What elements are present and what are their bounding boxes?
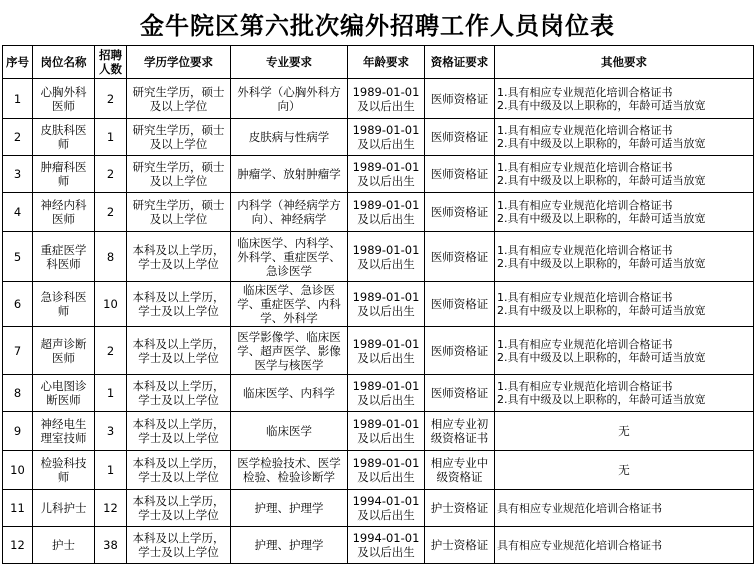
cell-edu: 本科及以上学历，学士及以上学位 <box>127 412 231 451</box>
cell-cert: 相应专业初级资格证书 <box>425 412 495 451</box>
other-line-1: 1.具有相应专业规范化培训合格证书 <box>497 124 673 137</box>
table-row <box>3 451 754 490</box>
cell-cert: 医师资格证 <box>425 79 495 119</box>
cell-major: 内科学（神经病学方向）、神经病学 <box>231 193 348 232</box>
header-cell: 岗位名称 <box>33 46 95 79</box>
cell-no: 10 <box>3 451 33 490</box>
cell-edu: 研究生学历，硕士及以上学位 <box>127 193 231 232</box>
table-row <box>3 490 754 527</box>
other-line-1: 具有相应专业规范化培训合格证书 <box>497 501 662 515</box>
cell-cert: 医师资格证 <box>425 232 495 282</box>
cell-age: 1989-01-01及以后出生 <box>348 193 425 232</box>
cell-edu: 本科及以上学历，学士及以上学位 <box>127 282 231 327</box>
cell-major: 临床医学、内科学 <box>231 375 348 412</box>
cell-age: 1994-01-01及以后出生 <box>348 490 425 527</box>
cell-no: 7 <box>3 327 33 375</box>
cell-edu: 本科及以上学历，学士及以上学位 <box>127 375 231 412</box>
other-line-1: 1.具有相应专业规范化培训合格证书 <box>497 85 673 99</box>
cell-age: 1989-01-01及以后出生 <box>348 232 425 282</box>
cell-post: 超声诊断医师 <box>33 327 95 375</box>
cell-major: 护理、护理学 <box>231 527 348 564</box>
cell-no: 9 <box>3 412 33 451</box>
cell-post: 检验科技师 <box>33 451 95 490</box>
cell-post: 心胸外科医师 <box>33 79 95 119</box>
cell-post: 重症医学科医师 <box>33 232 95 282</box>
cell-edu: 研究生学历，硕士及以上学位 <box>127 79 231 119</box>
header-cell: 资格证要求 <box>425 46 495 79</box>
cell-age: 1989-01-01及以后出生 <box>348 375 425 412</box>
cell-other <box>495 79 754 119</box>
other-text: 无 <box>618 463 630 477</box>
cell-num: 10 <box>95 282 127 327</box>
cell-num: 38 <box>95 527 127 564</box>
header-cell: 学历学位要求 <box>127 46 231 79</box>
cell-edu: 研究生学历，硕士及以上学位 <box>127 119 231 156</box>
other-line-2: 2.具有中级及以上职称的，年龄可适当放宽 <box>497 304 706 317</box>
other-line-2: 2.具有中级及以上职称的，年龄可适当放宽 <box>497 393 706 406</box>
cell-age: 1989-01-01及以后出生 <box>348 156 425 193</box>
header-row <box>3 46 754 79</box>
cell-other <box>495 327 754 375</box>
cell-num: 2 <box>95 193 127 232</box>
cell-major: 医学检验技术、医学检验、检验诊断学 <box>231 451 348 490</box>
header-cell: 招聘人数 <box>95 46 127 79</box>
other-line-1: 具有相应专业规范化培训合格证书 <box>497 538 662 552</box>
cell-cert: 医师资格证 <box>425 375 495 412</box>
cell-cert: 护士资格证 <box>425 527 495 564</box>
cell-cert: 医师资格证 <box>425 193 495 232</box>
cell-post: 神经内科医师 <box>33 193 95 232</box>
cell-cert: 医师资格证 <box>425 327 495 375</box>
page-title: 金牛院区第六批次编外招聘工作人员岗位表 <box>140 11 615 40</box>
other-line-1: 1.具有相应专业规范化培训合格证书 <box>497 337 673 351</box>
table-row <box>3 79 754 119</box>
cell-no: 6 <box>3 282 33 327</box>
cell-post: 急诊科医师 <box>33 282 95 327</box>
cell-other <box>495 490 754 527</box>
table-row <box>3 232 754 282</box>
other-line-1: 1.具有相应专业规范化培训合格证书 <box>497 291 673 304</box>
cell-major: 临床医学 <box>231 412 348 451</box>
cell-post: 心电图诊断医师 <box>33 375 95 412</box>
cell-age: 1989-01-01及以后出生 <box>348 327 425 375</box>
table-row <box>3 156 754 193</box>
cell-cert: 医师资格证 <box>425 282 495 327</box>
cell-num: 2 <box>95 79 127 119</box>
cell-major: 临床医学、内科学、外科学、重症医学、急诊医学 <box>231 232 348 282</box>
cell-cert: 相应专业中级资格证 <box>425 451 495 490</box>
cell-num: 3 <box>95 412 127 451</box>
cell-age: 1989-01-01及以后出生 <box>348 412 425 451</box>
other-text: 无 <box>618 424 630 438</box>
other-line-1: 1.具有相应专业规范化培训合格证书 <box>497 161 673 174</box>
cell-no: 11 <box>3 490 33 527</box>
cell-edu: 本科及以上学历，学士及以上学位 <box>127 527 231 564</box>
table-row <box>3 119 754 156</box>
cell-age: 1989-01-01及以后出生 <box>348 451 425 490</box>
table-row <box>3 527 754 564</box>
table-row <box>3 412 754 451</box>
other-line-2: 2.具有中级及以上职称的，年龄可适当放宽 <box>497 174 706 187</box>
cell-post: 神经电生理室技师 <box>33 412 95 451</box>
cell-no: 4 <box>3 193 33 232</box>
other-line-2: 2.具有中级及以上职称的，年龄可适当放宽 <box>497 98 706 112</box>
cell-no: 12 <box>3 527 33 564</box>
other-line-2: 2.具有中级及以上职称的，年龄可适当放宽 <box>497 350 706 364</box>
header-cell: 专业要求 <box>231 46 348 79</box>
table-row <box>3 282 754 327</box>
cell-edu: 本科及以上学历，学士及以上学位 <box>127 490 231 527</box>
cell-cert: 医师资格证 <box>425 156 495 193</box>
cell-edu: 本科及以上学历，学士及以上学位 <box>127 451 231 490</box>
cell-age: 1989-01-01及以后出生 <box>348 282 425 327</box>
header-cell: 年龄要求 <box>348 46 425 79</box>
cell-no: 1 <box>3 79 33 119</box>
table-row <box>3 375 754 412</box>
cell-major: 护理、护理学 <box>231 490 348 527</box>
cell-num: 2 <box>95 156 127 193</box>
header-cell: 序号 <box>3 46 33 79</box>
cell-edu: 本科及以上学历，学士及以上学位 <box>127 327 231 375</box>
cell-num: 2 <box>95 327 127 375</box>
cell-other <box>495 119 754 156</box>
other-line-2: 2.具有中级及以上职称的，年龄可适当放宽 <box>497 137 706 150</box>
cell-cert: 护士资格证 <box>425 490 495 527</box>
cell-other <box>495 156 754 193</box>
cell-num: 1 <box>95 375 127 412</box>
cell-num: 8 <box>95 232 127 282</box>
cell-num: 12 <box>95 490 127 527</box>
cell-num: 1 <box>95 451 127 490</box>
other-line-1: 1.具有相应专业规范化培训合格证书 <box>497 243 673 257</box>
cell-post: 肿瘤科医师 <box>33 156 95 193</box>
cell-num: 1 <box>95 119 127 156</box>
cell-age: 1989-01-01及以后出生 <box>348 119 425 156</box>
cell-major: 临床医学、急诊医学、重症医学、内科学、外科学 <box>231 282 348 327</box>
cell-edu: 本科及以上学历，学士及以上学位 <box>127 232 231 282</box>
cell-other <box>495 282 754 327</box>
cell-post: 儿科护士 <box>33 490 95 527</box>
cell-age: 1994-01-01及以后出生 <box>348 527 425 564</box>
cell-age: 1989-01-01及以后出生 <box>348 79 425 119</box>
table-row <box>3 193 754 232</box>
cell-other <box>495 232 754 282</box>
cell-cert: 医师资格证 <box>425 119 495 156</box>
cell-no: 8 <box>3 375 33 412</box>
cell-no: 2 <box>3 119 33 156</box>
cell-no: 3 <box>3 156 33 193</box>
other-line-2: 2.具有中级及以上职称的，年龄可适当放宽 <box>497 212 706 225</box>
cell-other <box>495 375 754 412</box>
cell-major: 皮肤病与性病学 <box>231 119 348 156</box>
cell-other <box>495 451 754 490</box>
cell-major: 肿瘤学、放射肿瘤学 <box>231 156 348 193</box>
cell-other <box>495 412 754 451</box>
cell-no: 5 <box>3 232 33 282</box>
cell-post: 皮肤科医师 <box>33 119 95 156</box>
header-cell: 其他要求 <box>495 46 754 79</box>
other-line-1: 1.具有相应专业规范化培训合格证书 <box>497 380 673 393</box>
table-row <box>3 327 754 375</box>
cell-edu: 研究生学历，硕士及以上学位 <box>127 156 231 193</box>
cell-major: 外科学（心胸外科方向） <box>231 79 348 119</box>
cell-post: 护士 <box>33 527 95 564</box>
cell-other <box>495 527 754 564</box>
cell-other <box>495 193 754 232</box>
other-line-2: 2.具有中级及以上职称的，年龄可适当放宽 <box>497 256 706 270</box>
cell-major: 医学影像学、临床医学、超声医学、影像医学与核医学 <box>231 327 348 375</box>
other-line-1: 1.具有相应专业规范化培训合格证书 <box>497 199 673 212</box>
positions-table <box>2 45 754 564</box>
